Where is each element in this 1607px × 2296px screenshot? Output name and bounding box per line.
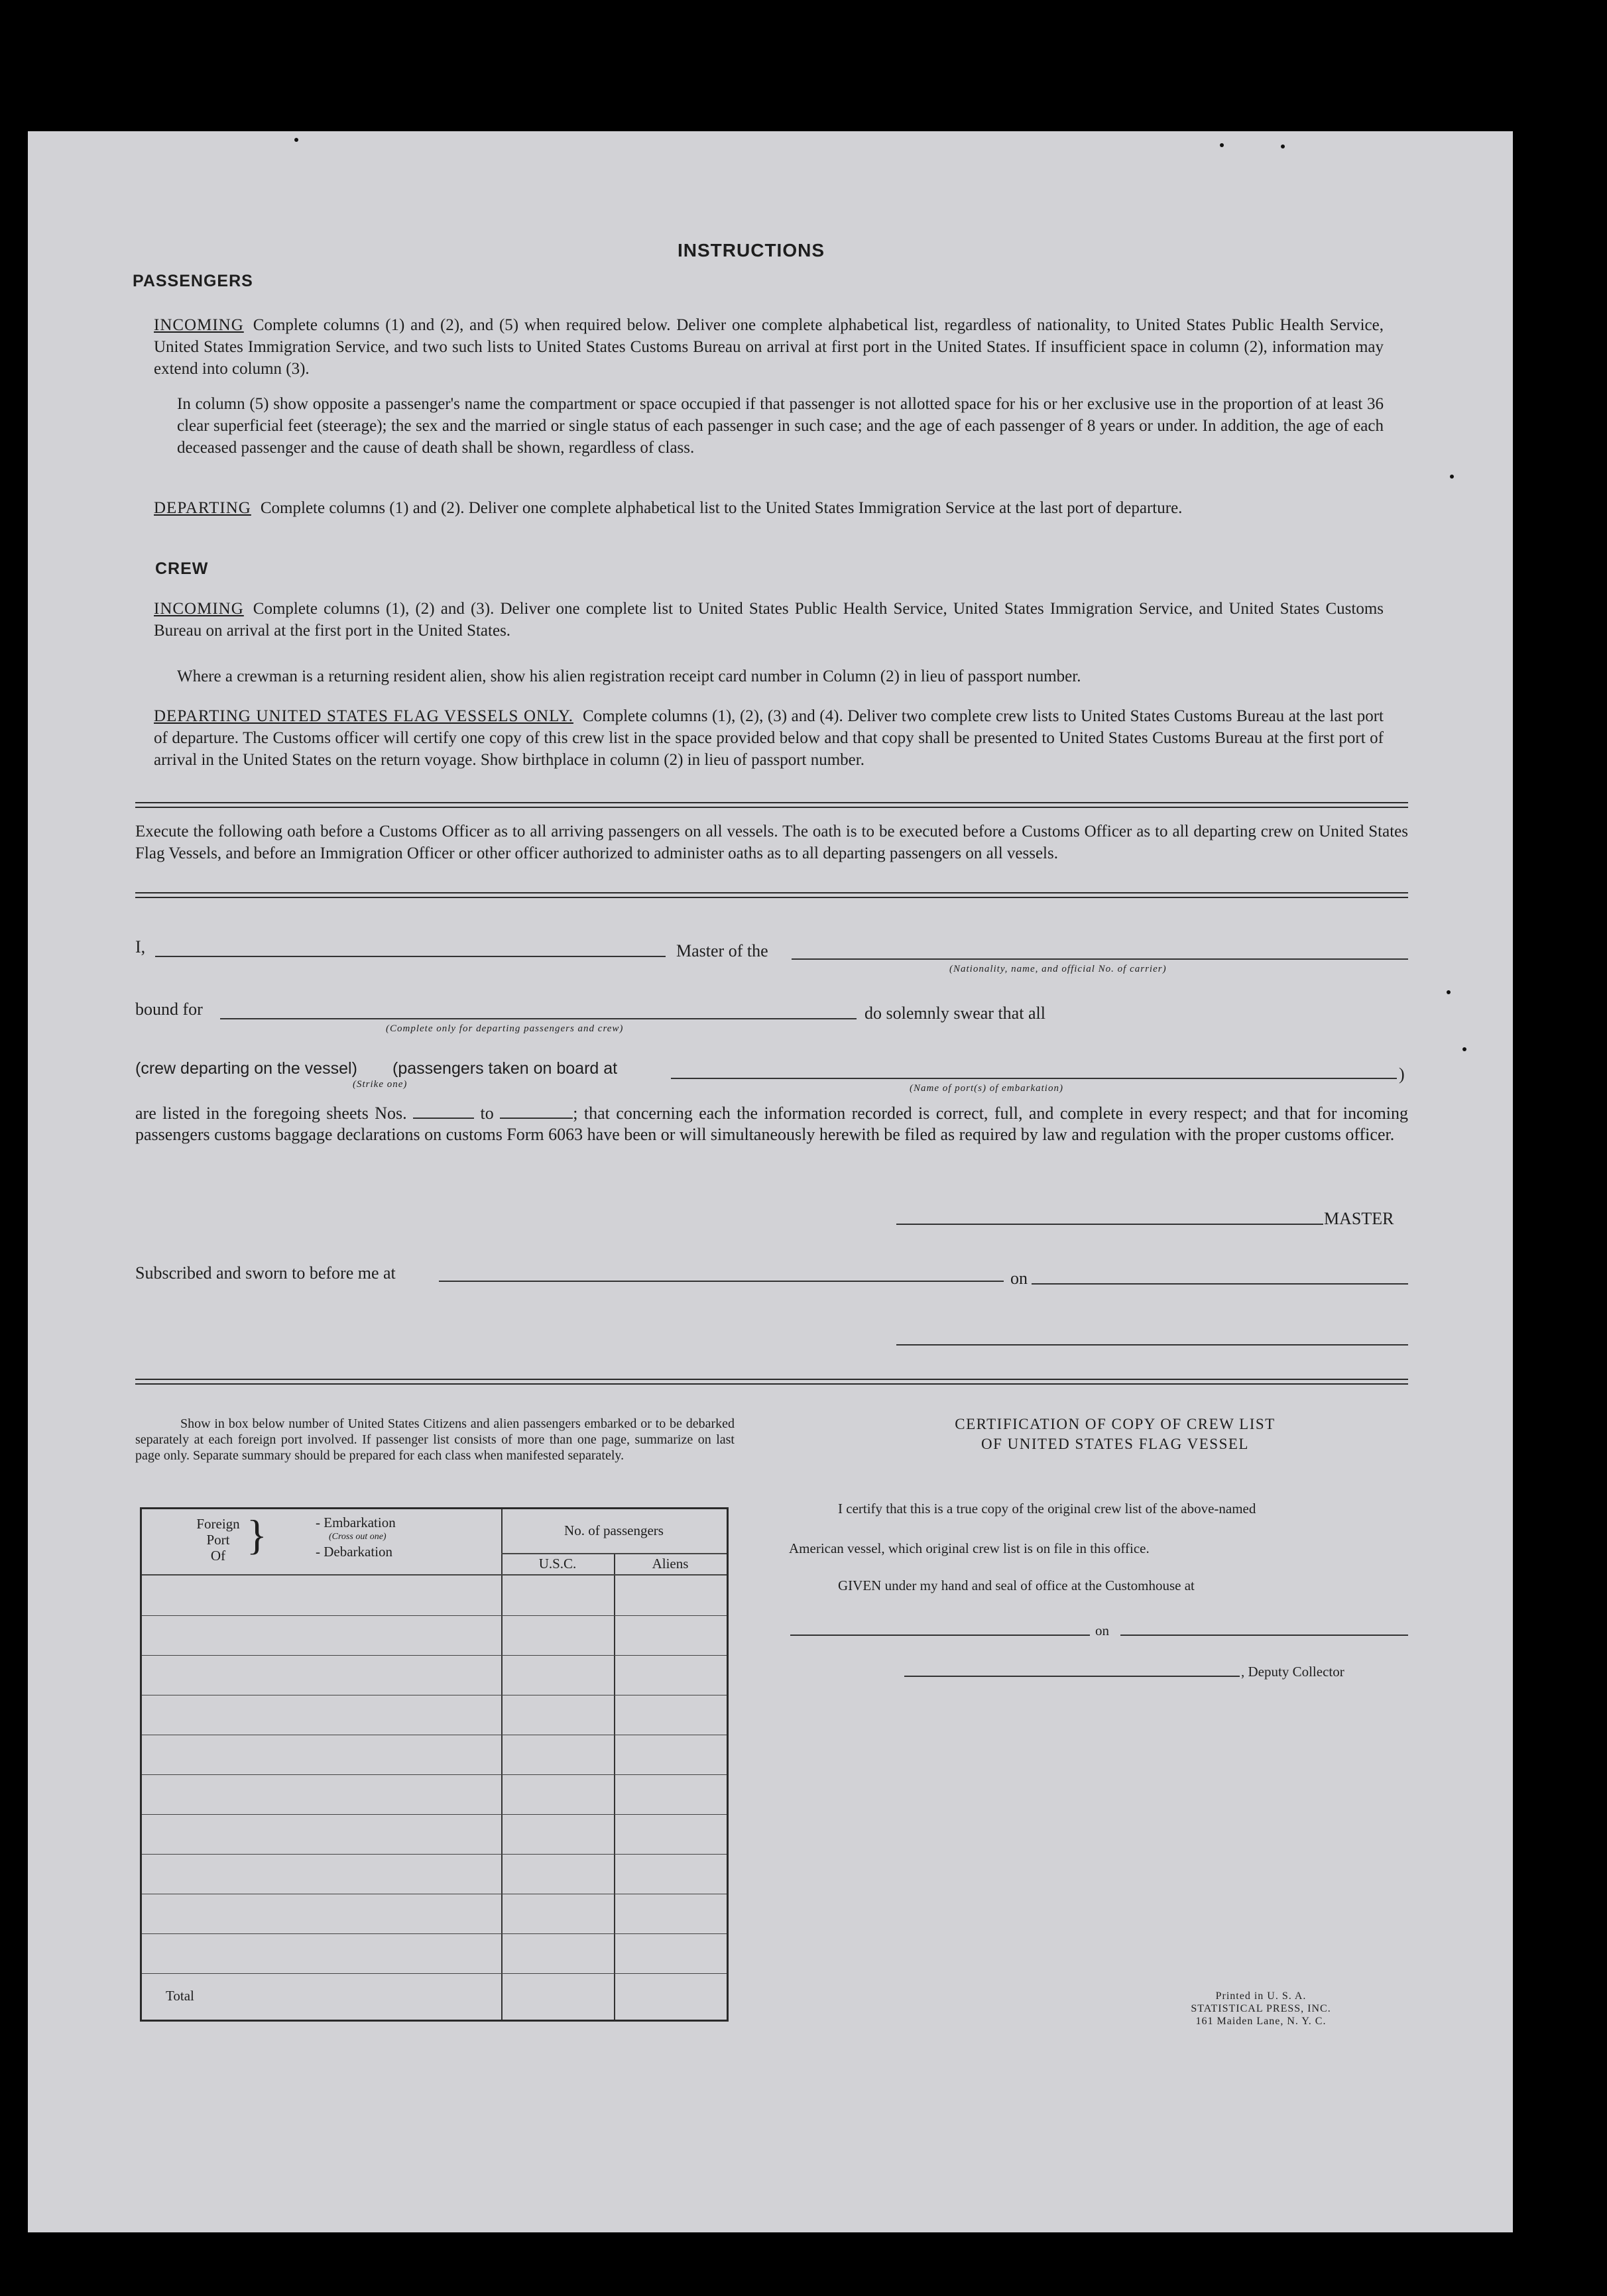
table-row-line	[142, 1814, 727, 1815]
passengers-departing-paragraph	[154, 497, 1384, 519]
no-of-passengers-header: No. of passengers	[564, 1522, 664, 1538]
listed-paragraph	[135, 1103, 1408, 1145]
certify-line1: I certify that this is a true copy of the original crew list of the above-named	[838, 1501, 1256, 1517]
master-of-label: Master of the	[676, 941, 768, 960]
subscribed-label: Subscribed and sworn to before me at	[135, 1263, 396, 1283]
port-label: Port	[206, 1532, 230, 1548]
crew-flag-text: Complete columns (1), (2), (3) and (4). Deliver two complete crew lists to United States Customs Bureau at the last port of departure. The Customs officer will certify one copy of this crew list in the space provided below and that copy shall be presented to United States Customs Bureau at the first port of arrival in the United States on the return voyage. Show birthplace in column (2) in lieu of passport number.	[154, 707, 1384, 769]
certification-title-line1: CERTIFICATION OF COPY OF CREW LIST	[955, 1416, 1276, 1432]
crew-heading: CREW	[155, 559, 209, 578]
passengers-taken-label: (passengers taken on board at	[392, 1059, 618, 1078]
crew-resident-paragraph: Where a crewman is a returning resident alien, show his alien registration receipt card number in Column (2) in lieu of passport number.	[177, 667, 1081, 685]
divider-oath	[135, 892, 1408, 898]
close-paren: )	[1399, 1064, 1405, 1084]
printer-line1: Printed in U. S. A.	[1215, 1990, 1307, 2002]
to-label: to	[480, 1104, 494, 1123]
scan-speck	[294, 138, 298, 142]
passengers-departing-lead: DEPARTING	[154, 499, 251, 517]
aliens-header: Aliens	[652, 1556, 689, 1572]
nationality-note: (Nationality, name, and official No. of carrier)	[949, 964, 1167, 974]
printer-imprint	[1155, 1990, 1367, 2028]
master-label: MASTER	[1324, 1209, 1394, 1228]
form-page	[28, 131, 1513, 2232]
passengers-departing-text: Complete columns (1) and (2). Deliver one complete alphabetical list to the United States Immigration Service at the last port of departure.	[260, 499, 1183, 517]
strike-note: (Strike one)	[353, 1079, 408, 1090]
table-header-mid	[501, 1553, 727, 1554]
printer-line3: 161 Maiden Lane, N. Y. C.	[1195, 2016, 1327, 2027]
listed-prefix: are listed in the foregoing sheets Nos.	[135, 1104, 407, 1123]
divider-bottom	[135, 1379, 1408, 1385]
foreign-label: Foreign	[196, 1516, 240, 1532]
deputy-collector-label: , Deputy Collector	[1241, 1664, 1344, 1680]
cross-out-note: (Cross out one)	[329, 1532, 387, 1542]
passengers-incoming-lead: INCOMING	[154, 316, 244, 334]
table-row-line	[142, 1615, 727, 1616]
usc-header: U.S.C.	[538, 1556, 577, 1572]
table-row-line	[142, 1774, 727, 1775]
passengers-heading: PASSENGERS	[133, 272, 253, 290]
bound-for-label: bound for	[135, 1000, 203, 1019]
printer-line2: STATISTICAL PRESS, INC.	[1191, 2003, 1331, 2014]
officer-signature-line[interactable]	[896, 1344, 1408, 1346]
sheet-to-field[interactable]	[500, 1104, 573, 1119]
embarkation-ports-line[interactable]	[671, 1078, 1397, 1079]
total-label: Total	[166, 1988, 194, 2004]
of-label: Of	[210, 1548, 226, 1564]
master-name-line[interactable]	[155, 956, 666, 957]
listed-rest: ; that concerning each the information recorded is correct, full, and complete in every respect; and that for incoming passengers customs baggage declarations on customs Form 6063 have been or will simultaneously herewith be filed as required by law and regulation with the proper customs officer.	[135, 1104, 1409, 1144]
table-row-line	[142, 1933, 727, 1934]
table-divider-2	[614, 1554, 615, 2020]
scan-speck	[1220, 143, 1224, 147]
table-row-line	[142, 1973, 727, 1974]
crew-departing-label: (crew departing on the vessel)	[135, 1059, 357, 1078]
scan-speck	[1447, 990, 1451, 994]
crew-flag-lead: DEPARTING UNITED STATES FLAG VESSELS ONLY.	[154, 707, 573, 725]
scan-speck	[1450, 475, 1454, 479]
divider-top	[135, 802, 1408, 808]
table-row-line	[142, 1854, 727, 1855]
deputy-collector-line[interactable]	[904, 1676, 1240, 1677]
passenger-summary-table	[140, 1507, 729, 2022]
sworn-place-line[interactable]	[439, 1281, 1004, 1282]
page-title: INSTRUCTIONS	[678, 240, 825, 260]
master-signature-line[interactable]	[896, 1224, 1323, 1225]
crew-incoming-text: Complete columns (1), (2) and (3). Deliver one complete list to United States Public Health Service, United States Immigration Service, and United States Customs Bureau on arrival at the first port in the United States.	[154, 600, 1384, 640]
certification-title-line2: OF UNITED STATES FLAG VESSEL	[981, 1436, 1249, 1452]
oath-intro-paragraph: Execute the following oath before a Customs Officer as to all arriving passengers on all vessels. The oath is to be executed before a Customs Officer as to all departing crew on United States Flag Vessels, and before an Immigration Officer or other officer authorized to administer oaths as to all departing passengers on all vessels.	[135, 823, 1408, 862]
scan-speck	[1462, 1047, 1466, 1051]
bound-for-note: (Complete only for departing passengers and crew)	[386, 1023, 624, 1034]
passengers-column5-paragraph: In column (5) show opposite a passenger's name the compartment or space occupied if that passenger is not allotted space for his or her exclusive use in the proportion of at least 36 clear superficial feet (steerage); the sex and the married or single status of each passenger in such case; and the age of each passenger of 8 years or under. In addition, the age of each deceased passenger and the cause of death shall be shown, regardless of class.	[177, 395, 1384, 457]
swear-label: do solemnly swear that all	[864, 1004, 1045, 1023]
certification-date-line[interactable]	[1120, 1635, 1408, 1636]
sworn-on-label: on	[1010, 1269, 1028, 1288]
crew-incoming-paragraph	[154, 598, 1384, 642]
table-header-bottom	[142, 1574, 727, 1576]
crew-incoming-lead: INCOMING	[154, 600, 244, 618]
sworn-date-line[interactable]	[1032, 1283, 1408, 1285]
certify-line2: American vessel, which original crew list is on file in this office.	[789, 1540, 1150, 1556]
table-divider-1	[501, 1509, 503, 2020]
embarkation-label: - Embarkation	[316, 1515, 396, 1530]
table-row-line	[142, 1655, 727, 1656]
bound-for-line[interactable]	[220, 1018, 857, 1019]
ports-note: (Name of port(s) of embarkation)	[910, 1083, 1063, 1094]
passengers-incoming-paragraph	[154, 314, 1384, 380]
sheet-from-field[interactable]	[413, 1104, 474, 1119]
carrier-line[interactable]	[792, 958, 1408, 960]
summary-note: Show in box below number of United States Citizens and alien passengers embarked or to be debarked separately at each foreign port involved. If passenger list consists of more than one page, summarize on last page only. Separate summary should be prepared for each class when manifested separately.	[135, 1416, 735, 1463]
foreign-port-of-label	[195, 1516, 241, 1564]
given-text: GIVEN under my hand and seal of office at the Customhouse at	[838, 1578, 1195, 1593]
scan-speck	[1281, 144, 1285, 148]
brace-symbol: }	[247, 1511, 267, 1558]
certification-on-label: on	[1095, 1623, 1109, 1638]
oath-i-label: I,	[135, 937, 146, 956]
passengers-incoming-text: Complete columns (1) and (2), and (5) when required below. Deliver one complete alphabetical list, regardless of nationality, to United States Public Health Service, United States Immigration Service, and two such lists to United States Customs Bureau on arrival at first port in the United States. If insufficient space in column (2), information may extend into column (3).	[154, 316, 1384, 378]
debarkation-label: - Debarkation	[316, 1544, 393, 1560]
customhouse-line[interactable]	[790, 1635, 1090, 1636]
crew-flag-paragraph	[154, 705, 1384, 771]
